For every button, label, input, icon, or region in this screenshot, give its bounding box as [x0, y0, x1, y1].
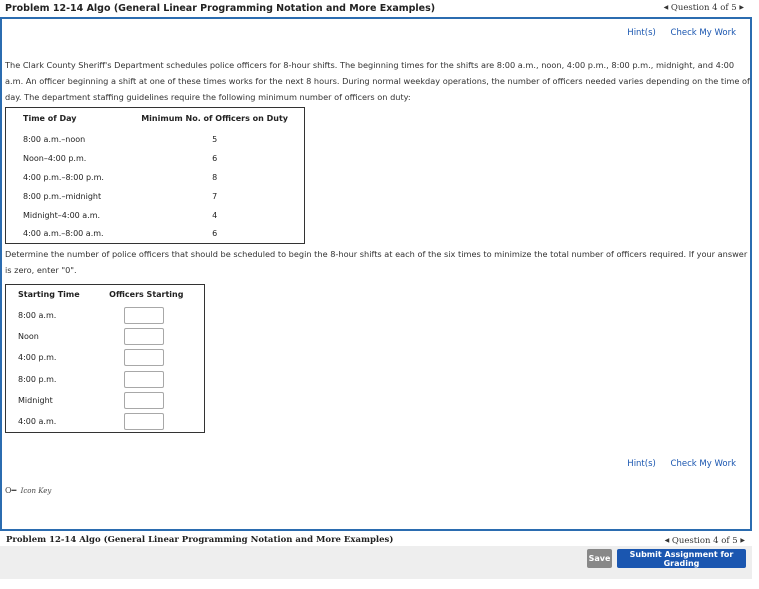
- question-nav-label: Question 4 of 5: [670, 3, 737, 13]
- min-cell: 8: [212, 172, 218, 182]
- check-my-work-link-bottom[interactable]: Check My Work: [670, 459, 736, 469]
- column-header: Minimum No. of Officers on Duty: [141, 114, 289, 124]
- time-cell: 4:00 a.m.–8:00 a.m.: [23, 229, 104, 239]
- officers-input-noon[interactable]: [124, 328, 164, 345]
- table-row: [6, 326, 205, 347]
- prev-question-icon[interactable]: ◀: [663, 4, 669, 11]
- table-row: [6, 168, 305, 187]
- starting-time-cell: 4:00 a.m.: [18, 417, 57, 427]
- problem-header: [0, 0, 752, 19]
- icon-key[interactable]: [5, 486, 51, 495]
- table-row: [6, 149, 305, 168]
- starting-time-cell: 8:00 p.m.: [18, 374, 57, 384]
- table-row: [6, 187, 305, 206]
- column-header: Starting Time: [18, 290, 80, 300]
- table-row: [6, 347, 205, 368]
- min-cell: 6: [212, 229, 218, 239]
- table-row: [6, 411, 205, 432]
- hints-link[interactable]: Hint(s): [627, 28, 656, 38]
- column-header: Time of Day: [23, 114, 77, 124]
- question-panel: [0, 19, 752, 531]
- min-cell: 5: [212, 134, 218, 144]
- problem-intro: The Clark County Sheriff's Department schedules police officers for 8-hour shifts. The beginning times for the shifts are 8:00 a.m., noon, 4:00 p.m., 8:00 p.m., midnight, and 4:00 a.m. An officer beginning a shift at one of these times works for the next 8 hours. During normal weekday operations, the number of officers needed varies depending on the time of day. The department staffing guidelines require the following minimum number of officers on duty:: [5, 60, 750, 102]
- starting-time-cell: Midnight: [18, 396, 53, 406]
- officers-input-4pm[interactable]: [124, 349, 164, 366]
- footer-problem-title: Problem 12-14 Algo (General Linear Programming Notation and More Examples): [6, 535, 394, 545]
- time-cell: 4:00 p.m.–8:00 p.m.: [23, 172, 104, 182]
- staffing-table: [5, 107, 305, 244]
- column-header: Officers Starting: [109, 290, 184, 300]
- prev-question-icon[interactable]: ◀: [664, 537, 670, 544]
- answer-table: [5, 284, 205, 433]
- next-question-icon[interactable]: ▶: [740, 537, 745, 544]
- min-cell: 6: [212, 153, 218, 163]
- problem-title: Problem 12-14 Algo (General Linear Programming Notation and More Examples): [5, 3, 436, 14]
- key-icon: O━: [5, 486, 17, 495]
- min-cell: 4: [212, 210, 218, 220]
- time-cell: Midnight–4:00 a.m.: [23, 210, 101, 220]
- hints-link-bottom[interactable]: Hint(s): [627, 459, 656, 469]
- starting-time-cell: Noon: [18, 332, 39, 342]
- officers-input-4am[interactable]: [124, 413, 164, 430]
- table-header-row: [6, 285, 205, 305]
- question-nav[interactable]: [664, 3, 744, 13]
- question-nav-label: Question 4 of 5: [671, 536, 738, 546]
- min-cell: 7: [212, 191, 218, 201]
- time-cell: Noon–4:00 p.m.: [23, 153, 87, 163]
- table-row: [6, 390, 205, 411]
- officers-input-midnight[interactable]: [124, 392, 164, 409]
- next-question-icon[interactable]: ▶: [739, 4, 744, 11]
- table-row: [6, 130, 305, 149]
- footer-question-nav[interactable]: [665, 536, 745, 546]
- time-cell: 8:00 a.m.–noon: [23, 134, 86, 144]
- table-row: [6, 369, 205, 390]
- top-links: [615, 28, 736, 38]
- table-row: [6, 206, 305, 225]
- submit-assignment-button[interactable]: Submit Assignment for Grading: [617, 549, 746, 568]
- check-my-work-link[interactable]: Check My Work: [670, 28, 736, 38]
- table-row: [6, 305, 205, 326]
- determine-instructions: Determine the number of police officers that should be scheduled to begin the 8-hour shifts at each of the six times to minimize the total number of officers required. If your answer is zero, enter "0".: [5, 249, 748, 275]
- bottom-links: [615, 459, 736, 469]
- starting-time-cell: 4:00 p.m.: [18, 353, 57, 363]
- save-button[interactable]: Save: [587, 549, 612, 568]
- officers-input-8pm[interactable]: [124, 371, 164, 388]
- time-cell: 8:00 p.m.–midnight: [23, 191, 102, 201]
- starting-time-cell: 8:00 a.m.: [18, 310, 57, 320]
- icon-key-label: Icon Key: [20, 487, 52, 495]
- table-row: [6, 225, 305, 244]
- officers-input-8am[interactable]: [124, 307, 164, 324]
- table-header-row: [6, 108, 305, 130]
